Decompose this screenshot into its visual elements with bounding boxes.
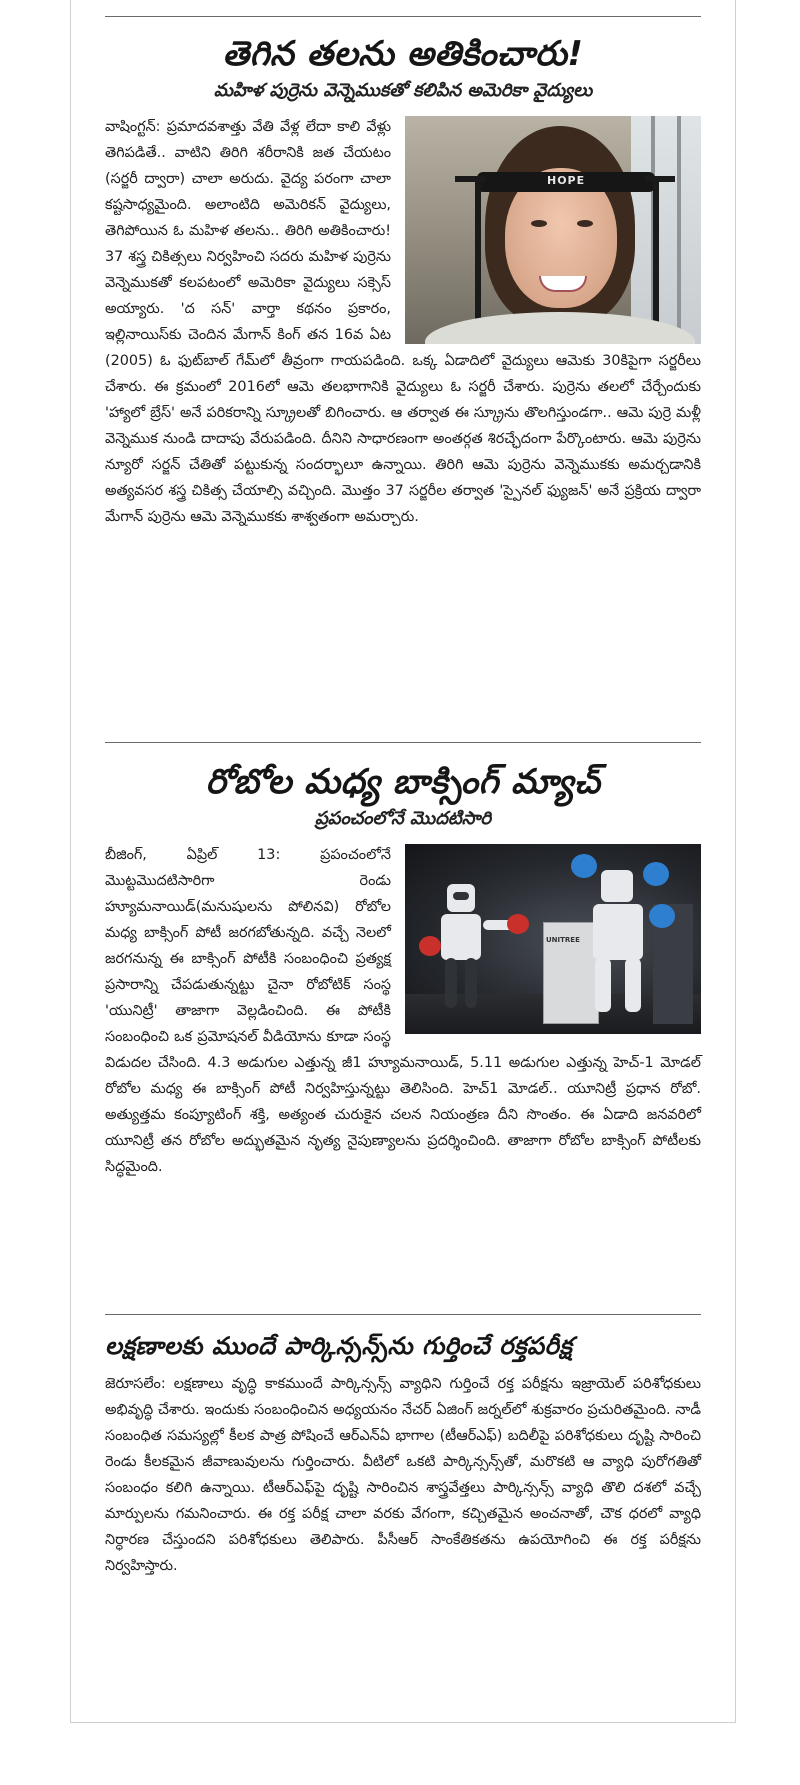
section-divider-2: [105, 1314, 701, 1315]
red-boxing-glove: [507, 914, 529, 934]
right-robot-torso: [593, 904, 643, 960]
article-parkinsons-test: [105, 1332, 701, 1579]
top-divider: [105, 16, 701, 17]
boxing-robots-photo: [405, 844, 701, 1034]
halo-band-text: HOPE: [547, 174, 586, 188]
article1-headline: తెగిన తలను అతికించారు!: [222, 34, 584, 74]
article3-body: జెరూసలేం: లక్షణాలు వృద్ధి కాకముందే పార్కిన్సన్స్ వ్యాధిని గుర్తించే రక్త పరీక్షను ఇజ్రాయెల్ పరిశోధకులు అభివృద్ధి చేశారు. ఇందుకు సంబంధించిన అధ్యయనం నేచర్ ఏజింగ్ జర్నల్‌లో శుక్రవారం ప్రచురితమైంది. నాడీ సంబంధిత సమస్యల్లో కీలక పాత్ర పోషించే ఆర్ఎన్ఏ భాగాల (టీఆర్ఎఫ్) బదిలీపై పరిశోధకులు దృష్టి సారించి రెండు కీలకమైన జీవాణువులను గుర్తించారు. వీటిలో ఒకటి పార్కిన్సన్స్‌తో, మరొకటి ఆ వ్యాధి పురోగతితో సంబంధం కలిగి ఉన్నాయి. టీఆర్ఎఫ్‌పై దృష్టి సారించిన శాస్త్రవేత్తలు పార్కిన్సన్స్ వ్యాధి తొలి దశలో వచ్చే మార్పులను గమనించారు. ఈ రక్త పరీక్ష చాలా వరకు వేగంగా, కచ్చితమైన అంచనాతో, చౌక ధరలో వ్యాధి నిర్ధారణ చేస్తుందని పరిశోధకులు తెలిపారు. పీసీఆర్ సాంకేతికతను ఉపయోగించి ఈ రక్త పరీక్షను నిర్వహిస్తారు.: [105, 1375, 701, 1574]
article-severed-head: [105, 34, 701, 530]
article2-headline: రోబోల మధ్య బాక్సింగ్ మ్యాచ్: [205, 762, 601, 802]
woman-halo-brace-photo: [405, 116, 701, 344]
article1-body-wrap: [105, 114, 701, 530]
newspaper-page: [70, 0, 736, 1723]
halo-rod-right: [653, 176, 659, 326]
right-robot-head: [601, 870, 633, 902]
halo-rod-left: [475, 176, 481, 326]
article2-body-wrap: [105, 842, 701, 1180]
unitree-sign-label: UNITREE: [546, 936, 580, 945]
article1-body: వాషింగ్టన్: ప్రమాదవశాత్తు వేతి వేళ్ల లేదా కాలి వేళ్లు తెగిపడితే.. వాటిని తిరిగి శరీరానికి జత చేయటం (సర్జరీ ద్వారా) చాలా అరుదు. వైద్య పరంగా చాలా కష్టసాధ్యమైంది. అలాంటిది అమెరికన్ వైద్యులు, తెగిపోయిన ఓ మహిళ తలను.. తిరిగి అతికించారు! 37 శస్త్ర చికిత్సలు నిర్వహించి సదరు మహిళ పుర్రెను వెన్నెముకతో కలపటంలో అమెరికా వైద్యులు సక్సెస్ అయ్యారు. 'ద సన్' వార్తా కథనం ప్రకారం, ఇల్లినాయిస్‌కు చెందిన మేగాన్ కింగ్ తన 16వ ఏట (2005) ఓ ఫుట్‌బాల్ గేమ్‌లో తీవ్రంగా గాయపడింది. ఒక్క ఏడాదిలో వైద్యులు ఆమెకు 30కిపైగా సర్జరీలు చేశారు. ఈ క్రమంలో 2016లో ఆమె తలభాగానికి వైద్యులు ఓ సర్జరీ చేశారు. పుర్రెను తలలో చేర్చేందుకు 'హ్యాలో బ్రేస్' అనే పరికరాన్ని స్క్రూలతో బిగించారు. ఆ తర్వాత ఈ స్క్రూను తొలగిస్తుండగా.. ఆమె పుర్రె మళ్లీ వెన్నెముక నుండి దాదాపు వేరుపడింది. దీనిని సాధారణంగా అంతర్గత శిరచ్ఛేదంగా పేర్కొంటారు. ఆమె పుర్రెను న్యూరో సర్జన్ చేతితో పట్టుకున్న సందర్భాలూ ఉన్నాయి. తిరిగి ఆమె పుర్రెను వెన్నెముకకు అమర్చడానికి అత్యవసర శస్త్ర చికిత్స చేయాల్సి వచ్చింది. మొత్తం 37 సర్జరీల తర్వాత 'స్పైనల్ ఫ్యుజన్' అనే ప్రక్రియ ద్వారా మేగాన్ పుర్రెను ఆమె వెన్నెముకకు శాశ్వతంగా అమర్చారు.: [105, 119, 701, 526]
window-background: [631, 116, 701, 344]
left-robot-torso: [441, 914, 481, 960]
article-robot-boxing: [105, 762, 701, 1180]
right-robot-leg: [595, 958, 611, 1012]
section-divider-1: [105, 742, 701, 743]
article2-body: బీజింగ్, ఏప్రిల్ 13: ప్రపంచంలోనే మొట్టమొదటిసారిగా రెండు హ్యూమనాయిడ్(మనుషులను పోలినవి) రోబోల మధ్య బాక్సింగ్ పోటీ జరగబోతున్నది. వచ్చే నెలలో జరగనున్న ఈ బాక్సింగ్ పోటీకి సంబంధించి ప్రత్యక్ష ప్రసారాన్ని చేపడుతున్నట్టు చైనా రోబోటిక్ సంస్థ 'యునిట్రీ' తాజాగా వెల్లడించింది. ఈ పోటీకి సంబంధించి ఒక ప్రమోషనల్ వీడియోను కూడా సంస్థ విడుదల చేసింది. 4.3 అడుగుల ఎత్తున్న జీ1 హ్యూమనాయిడ్, 5.11 అడుగుల ఎత్తున్న హెచ్-1 మోడల్ రోబోల మధ్య ఈ బాక్సింగ్ పోటీ నిర్వహిస్తున్నట్టు తెలిసింది. హెచ్1 మోడల్.. యూనిట్రీ ప్రధాన రోబో. అత్యుత్తమ కంప్యూటింగ్ శక్తి, అత్యంత చురుకైన చలన నియంత్రణ దీని సొంతం. ఈ ఏడాది జనవరిలో యూనిట్రీ తన రోబోల అద్భుతమైన నృత్య నైపుణ్యాలను ప్రదర్శించింది. తాజాగా రోబోల బాక్సింగ్ పోటీలకు సిద్ధమైంది.: [105, 847, 701, 1176]
article3-headline: లక్షణాలకు ముందే పార్కిన్సన్స్‌ను గుర్తించే రక్తపరీక్ష: [105, 1332, 573, 1360]
left-robot-leg: [445, 958, 457, 1008]
blue-boxing-glove: [571, 854, 597, 878]
article1-subheadline: మహిళ పుర్రెను వెన్నెముకతో కలిపిన అమెరికా వైద్యులు: [213, 79, 593, 101]
article2-subheadline: ప్రపంచంలోనే మొదటిసారి: [314, 807, 492, 829]
